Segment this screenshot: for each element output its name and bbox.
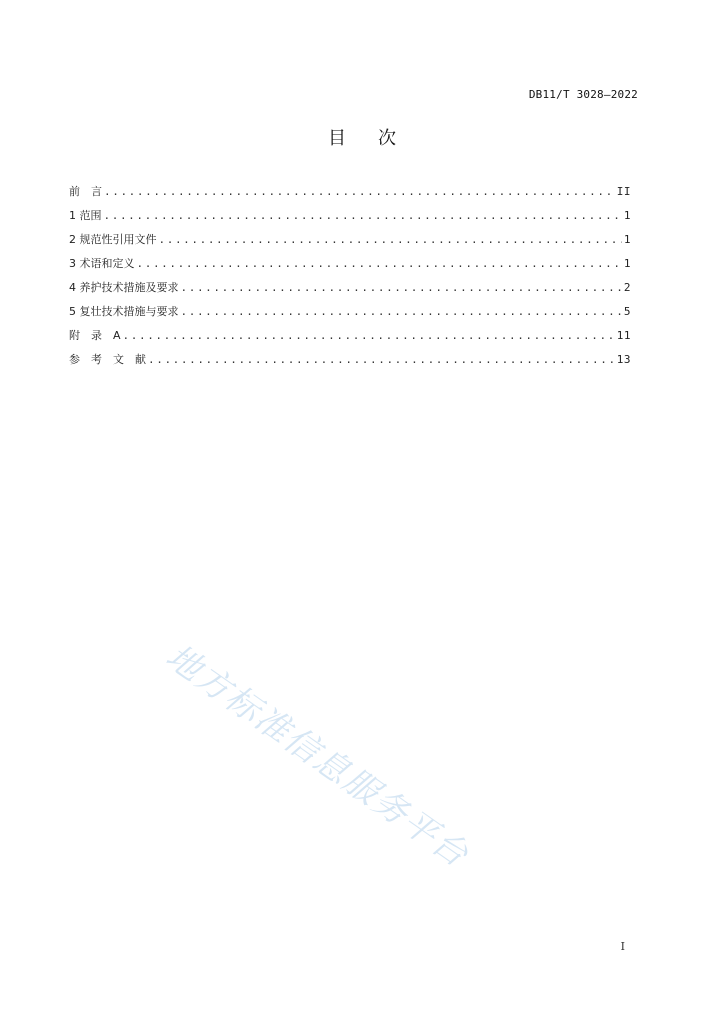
toc-entry-page: II [616, 185, 631, 198]
toc-entry-label: 附 录 A [69, 329, 121, 342]
toc-entry-appendix-a[interactable] [69, 327, 631, 351]
toc-entry-label: 2 规范性引用文件 [69, 233, 157, 246]
toc-title-char-2: 次 [378, 128, 396, 149]
toc-entry-label: 1 范围 [69, 209, 102, 222]
toc-leader-dots [181, 303, 622, 321]
page-number: I [620, 940, 625, 953]
toc-entry-page: 5 [623, 305, 631, 318]
toc-entry-scope[interactable] [69, 207, 631, 231]
toc-leader-dots [181, 279, 622, 297]
toc-entry-maintenance[interactable] [69, 279, 631, 303]
toc-entry-page: 2 [623, 281, 631, 294]
toc-entry-label: 参 考 文 献 [69, 353, 146, 366]
toc-list [69, 183, 631, 375]
toc-entry-page: 1 [623, 257, 631, 270]
toc-leader-dots [104, 207, 622, 225]
toc-entry-page: 1 [623, 209, 631, 222]
toc-leader-dots [123, 327, 615, 345]
toc-leader-dots [148, 351, 615, 369]
toc-entry-page: 13 [616, 353, 631, 366]
toc-entry-normative-references[interactable] [69, 231, 631, 255]
toc-entry-bibliography[interactable] [69, 351, 631, 375]
toc-title-char-1: 目 [328, 128, 346, 149]
toc-entry-label: 前 言 [69, 185, 102, 198]
toc-leader-dots [104, 183, 615, 201]
toc-title [0, 124, 724, 150]
toc-entry-label: 5 复壮技术措施与要求 [69, 305, 179, 318]
toc-entry-page: 1 [623, 233, 631, 246]
toc-entry-label: 4 养护技术措施及要求 [69, 281, 179, 294]
document-code: DB11/T 3028—2022 [528, 88, 638, 101]
toc-leader-dots [137, 255, 622, 273]
toc-entry-label: 3 术语和定义 [69, 257, 135, 270]
toc-entry-page: 11 [616, 329, 631, 342]
toc-entry-foreword[interactable] [69, 183, 631, 207]
toc-entry-terms-definitions[interactable] [69, 255, 631, 279]
toc-entry-rejuvenation[interactable] [69, 303, 631, 327]
toc-leader-dots [159, 231, 622, 249]
watermark-text: 地方标准信息服务平台 [158, 636, 477, 876]
